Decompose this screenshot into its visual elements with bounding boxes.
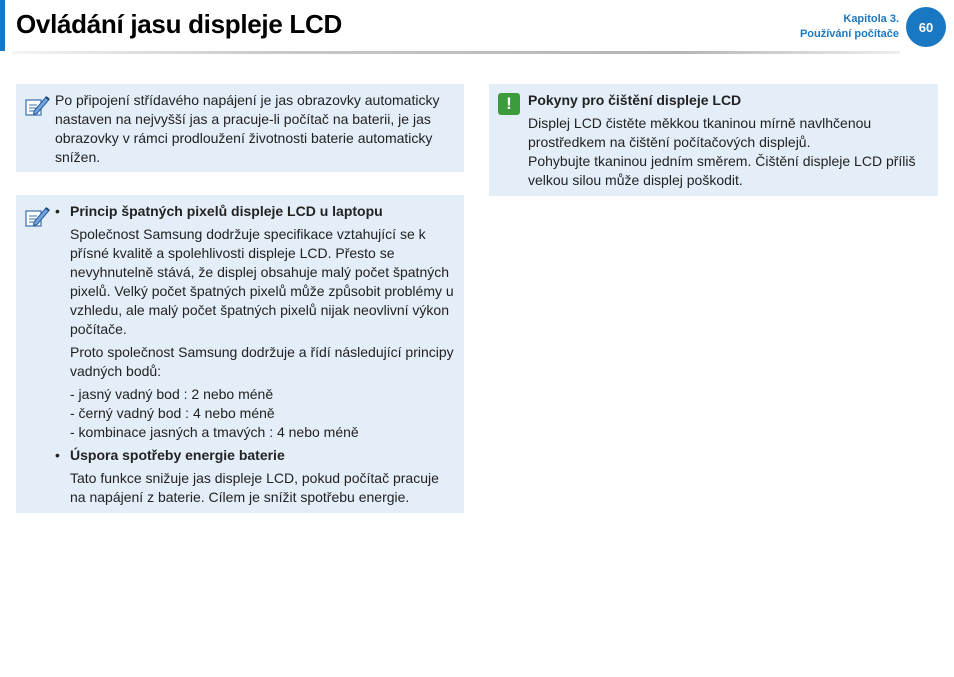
note-text: Po připojení střídavého napájení je jas obrazovky automaticky nastaven na nejvyšší jas a pracuje-li počítač na baterii, je jas obrazovky v rámci prodloužení životnosti baterie automaticky snížen. [55,92,440,165]
note-pencil-icon [24,94,50,118]
page-header [0,0,954,56]
header-accent-bar [0,0,5,51]
note-pencil-icon [24,205,50,229]
pixel-rule-item: - černý vadný bod : 4 nebo méně [70,405,275,421]
header-divider [12,51,900,54]
caution-box-cleaning [489,84,938,196]
page-number-badge: 60 [906,7,946,47]
note-content [54,202,458,507]
caution-paragraph: Pohybujte tkaninou jedním směrem. Čištění displeje LCD příliš velkou silou může displej poškodit. [528,153,916,188]
chapter-section: Používání počítače [799,28,899,40]
note-box-ac-brightness [16,84,464,172]
caution-content [528,91,932,190]
chapter-label [800,12,899,42]
battery-saving-paragraph: Tato funkce snižuje jas displeje LCD, pokud počítač pracuje na napájení z baterie. Cílem je snížit spotřebu energie. [70,470,439,505]
bad-pixels-principles: Proto společnost Samsung dodržuje a řídí následující principy vadných bodů: [70,344,454,379]
chapter-number: Kapitola 3. [843,13,899,25]
caution-heading: Pokyny pro čištění displeje LCD [528,92,742,108]
page-title: Ovládání jasu displeje LCD [16,9,342,39]
pixel-rule-item: - jasný vadný bod : 2 nebo méně [70,386,274,402]
bad-pixels-paragraph: Společnost Samsung dodržuje specifikace vztahující se k přísné kvalitě a spolehlivosti displeje LCD. Přesto se nevyhnutelně stává, že displej obsahuje malý počet špatných pixelů. Velký počet špatných pixelů může způsobit problémy u vzhledu, ale malý počet špatných pixelů nijak neovlivní výkon počítače. [70,226,454,337]
note-box-lcd-info [16,195,464,513]
bullet-heading-battery-saving: • Úspora spotřeby energie baterie [54,446,458,465]
pixel-rule-item: - kombinace jasných a tmavých : 4 nebo méně [70,424,359,440]
caution-exclamation-icon: ! [498,93,520,115]
caution-paragraph: Displej LCD čistěte měkkou tkaninou mírně navlhčenou prostředkem na čištění počítačových displejů. [528,115,872,150]
bullet-heading-bad-pixels: • Princip špatných pixelů displeje LCD u laptopu [54,202,458,221]
